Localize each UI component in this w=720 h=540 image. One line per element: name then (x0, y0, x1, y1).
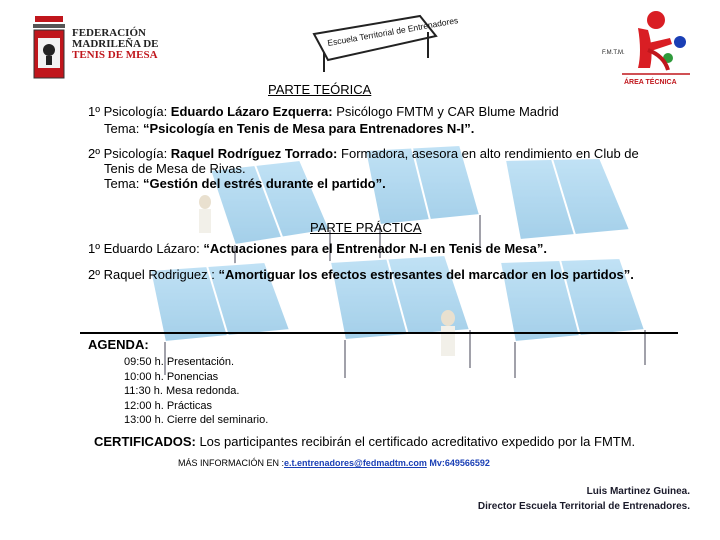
teoria-item-2 (88, 146, 698, 191)
practica-item-1-tema: “Actuaciones para el Entrenador N-I en Tenis de Mesa”. (203, 241, 547, 256)
teoria-item-1-tema-label: Tema: (104, 121, 144, 136)
teoria-item-1-tema: “Psicología en Tenis de Mesa para Entrenadores N-I”. (143, 121, 475, 136)
fmtm-federation-logo (28, 12, 168, 82)
madrid-crest-icon (32, 14, 66, 80)
teoria-item-2-desc: Formadora, asesora en alto rendimiento en Club de (337, 146, 639, 161)
teoria-item-1-name: Eduardo Lázaro Ezquerra: (170, 104, 333, 119)
section-divider (80, 332, 678, 334)
area-tecnica-logo (598, 10, 696, 92)
more-info-line (178, 458, 490, 468)
teoria-item-2-desc2: Tenis de Mesa de Rivas. (104, 161, 246, 176)
agenda-item: 09:50 h. Presentación. (124, 356, 235, 368)
teoria-item-2-tema-label: Tema: (104, 176, 144, 191)
contact-email-link[interactable]: e.t.entrenadores@fedmadtm.com (284, 458, 427, 468)
area-tecnica-caption: ÁREA TÉCNICA (624, 79, 677, 86)
agenda-item: 11:30 h. Mesa redonda. (124, 385, 240, 397)
practica-item-1 (88, 241, 547, 256)
practica-item-2-prefix: 2º Raquel Rodriguez : (88, 267, 219, 282)
certificados-text: Los participantes recibirán el certificado acreditativo expedido por la FMTM. (195, 434, 636, 449)
federation-name (72, 28, 158, 61)
signature-block (478, 484, 690, 514)
teoria-item-2-tema: “Gestión del estrés durante el partido”. (143, 176, 386, 191)
table-sign-icon (302, 12, 459, 74)
fmtm-player-icon (598, 10, 696, 92)
more-info-label: MÁS INFORMACIÓN EN : (178, 458, 285, 468)
teoria-item-2-name: Raquel Rodríguez Torrado: (170, 146, 338, 161)
practica-item-1-prefix: 1º Eduardo Lázaro: (88, 241, 204, 256)
center-sign-text: Escuela Territorial de Entrenadores (326, 15, 459, 48)
practica-item-2-tema: “Amortiguar los efectos estresantes del marcador en los partidos”. (218, 267, 634, 282)
practica-item-2 (88, 267, 634, 282)
teoria-item-1 (88, 104, 688, 136)
teoria-item-1-desc: Psicólogo FMTM y CAR Blume Madrid (332, 104, 559, 119)
federation-line-2: MADRILEÑA DE (72, 38, 159, 50)
agenda-item: 10:00 h. Ponencias (124, 370, 219, 383)
escuela-territorial-logo (302, 12, 459, 74)
agenda-title: AGENDA: (88, 337, 149, 352)
signature-role: Director Escuela Territorial de Entrenadores. (477, 501, 690, 512)
teoria-item-1-prefix: 1º Psicología: (88, 104, 171, 119)
agenda-item: 12:00 h. Prácticas (124, 399, 213, 412)
federation-line-1: FEDERACIÓN (72, 27, 146, 39)
agenda-item: 13:00 h. Cierre del seminario. (124, 414, 269, 426)
contact-phone: Mv:649566592 (426, 458, 490, 468)
practica-title: PARTE PRÁCTICA (310, 220, 422, 235)
teoria-title: PARTE TEÓRICA (268, 82, 372, 97)
fmtm-abbrev: F.M.T.M. (602, 50, 625, 56)
certificados-label: CERTIFICADOS: (94, 434, 196, 449)
federation-line-3: TENIS DE MESA (72, 49, 158, 61)
agenda-list (124, 355, 268, 428)
certificados-line (94, 434, 635, 449)
teoria-item-2-prefix: 2º Psicología: (88, 146, 171, 161)
signature-name: Luis Martinez Guinea. (586, 486, 690, 497)
